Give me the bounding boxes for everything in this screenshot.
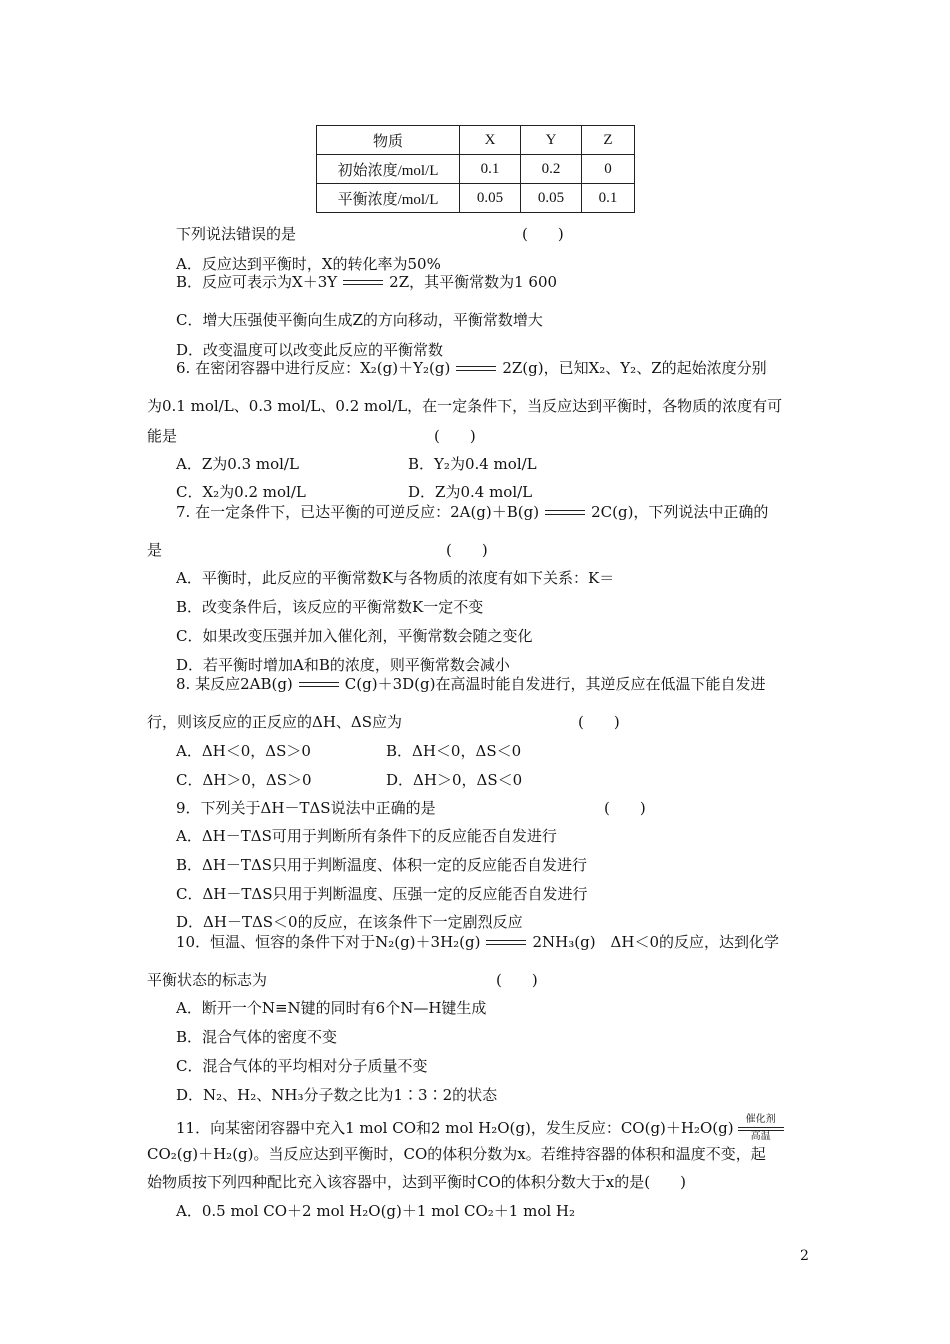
q7-stem-line1: 7. 在一定条件下，已达平衡的可逆反应：2A(g)＋B(g) 2C(g)，下列说法中正确的	[176, 503, 769, 521]
table-cell: 0.2	[521, 155, 582, 184]
q11-option-a: A．0.5 mol CO＋2 mol H₂O(g)＋1 mol CO₂＋1 mol H₂	[176, 1202, 576, 1220]
equilibrium-arrow	[297, 678, 341, 692]
q10-option-c: C．混合气体的平均相对分子质量不变	[176, 1057, 428, 1075]
q10-stem-line2: 平衡状态的标志为	[147, 971, 268, 989]
q10-option-d: D．N₂、H₂、NH₃分子数之比为1∶3∶2的状态	[176, 1086, 498, 1104]
high-temp-label: 高温	[750, 1131, 771, 1142]
q6-stem-line2: 为0.1 mol/L、0.3 mol/L、0.2 mol/L，在一定条件下，当反应达到平衡时，各物质的浓度有可	[147, 397, 783, 415]
q7-option-b: B．改变条件后，该反应的平衡常数K一定不变	[176, 598, 484, 616]
table-cell: 物质	[317, 126, 460, 155]
q8-stem-line2: 行，则该反应的正反应的ΔH、ΔS应为	[147, 713, 403, 731]
q7-option-d: D．若平衡时增加A和B的浓度，则平衡常数会减小	[176, 656, 510, 674]
q5-stem: 下列说法错误的是	[176, 225, 297, 243]
q8-option-c: C．ΔH＞0，ΔS＞0	[176, 771, 312, 789]
q6-answer-bracket: ( )	[434, 427, 476, 445]
q8-answer-bracket: ( )	[578, 713, 620, 731]
q7-option-a: A．平衡时，此反应的平衡常数K与各物质的浓度有如下关系：K＝	[176, 569, 615, 587]
page-number: 2	[800, 1248, 809, 1264]
q9-answer-bracket: ( )	[604, 799, 646, 817]
table-cell: 0	[582, 155, 635, 184]
table-cell: X	[460, 126, 521, 155]
table-cell: 平衡浓度/mol/L	[317, 184, 460, 213]
table-row	[317, 184, 635, 213]
q6-stem-line3: 能是	[147, 427, 178, 445]
catalyst-equilibrium-arrow	[738, 1114, 784, 1144]
q6-option-b: B．Y₂为0.4 mol/L	[408, 455, 537, 473]
table-cell: Z	[582, 126, 635, 155]
table-cell: 0.05	[460, 184, 521, 213]
q7-option-c: C．如果改变压强并加入催化剂，平衡常数会随之变化	[176, 627, 533, 645]
q11-stem-line2: CO₂(g)＋H₂(g)。当反应达到平衡时，CO的体积分数为x。若维持容器的体积和温度不变，起	[147, 1145, 766, 1163]
q11-stem-line1: 11．向某密闭容器中充入1 mol CO和2 mol H₂O(g)，发生反应：CO(g)＋H₂O(g) 催化剂 高温	[176, 1114, 788, 1144]
q6-stem-line1: 6. 在密闭容器中进行反应：X₂(g)＋Y₂(g) 2Z(g)，已知X₂、Y₂、Z的起始浓度分别	[176, 359, 767, 377]
q5-option-b: B．反应可表示为X＋3Y 2Z，其平衡常数为1 600	[176, 273, 558, 291]
q5-answer-bracket: ( )	[522, 225, 564, 243]
q9-option-c: C．ΔH－TΔS只用于判断温度、压强一定的反应能否自发进行	[176, 885, 588, 903]
equilibrium-arrow	[454, 362, 498, 376]
q8-option-d: D．ΔH＞0，ΔS＜0	[386, 771, 523, 789]
q10-answer-bracket: ( )	[496, 971, 538, 989]
table-row	[317, 126, 635, 155]
q6-option-d: D．Z为0.4 mol/L	[408, 483, 533, 501]
catalyst-label: 催化剂	[745, 1114, 776, 1125]
q11-stem-line3: 始物质按下列四种配比充入该容器中，达到平衡时CO的体积分数大于x的是( )	[147, 1173, 686, 1191]
table-cell: Y	[521, 126, 582, 155]
q5-option-d: D．改变温度可以改变此反应的平衡常数	[176, 341, 444, 359]
q6-option-a: A．Z为0.3 mol/L	[176, 455, 299, 473]
q9-stem: 9．下列关于ΔH－TΔS说法中正确的是	[176, 799, 436, 817]
equilibrium-arrow	[341, 276, 385, 290]
q9-option-a: A．ΔH－TΔS可用于判断所有条件下的反应能否自发进行	[176, 827, 557, 845]
q5-option-a: A．反应达到平衡时，X的转化率为50%	[176, 255, 441, 273]
q8-option-a: A．ΔH＜0，ΔS＞0	[176, 742, 311, 760]
q6-option-c: C．X₂为0.2 mol/L	[176, 483, 306, 501]
table-cell: 0.05	[521, 184, 582, 213]
q10-option-a: A．断开一个N≡N键的同时有6个N—H键生成	[176, 999, 487, 1017]
table-cell: 0.1	[582, 184, 635, 213]
equilibrium-arrow	[543, 506, 587, 520]
q8-stem-line1: 8. 某反应2AB(g) C(g)＋3D(g)在高温时能自发进行，其逆反应在低温下能自发进	[176, 675, 766, 693]
q10-option-b: B．混合气体的密度不变	[176, 1028, 338, 1046]
q7-stem-line2: 是	[147, 541, 163, 559]
table-cell: 初始浓度/mol/L	[317, 155, 460, 184]
q7-answer-bracket: ( )	[446, 541, 488, 559]
table-cell: 0.1	[460, 155, 521, 184]
q9-option-b: B．ΔH－TΔS只用于判断温度、体积一定的反应能否自发进行	[176, 856, 588, 874]
equilibrium-arrow	[484, 936, 528, 950]
q5-option-c: C．增大压强使平衡向生成Z的方向移动，平衡常数增大	[176, 311, 543, 329]
q8-option-b: B．ΔH＜0，ΔS＜0	[386, 742, 522, 760]
concentration-table	[316, 125, 635, 213]
table-row	[317, 155, 635, 184]
q10-stem-line1: 10．恒温、恒容的条件下对于N₂(g)＋3H₂(g) 2NH₃(g) ΔH＜0的反应，达到化学	[176, 933, 780, 951]
q9-option-d: D．ΔH－TΔS＜0的反应，在该条件下一定剧烈反应	[176, 913, 523, 931]
